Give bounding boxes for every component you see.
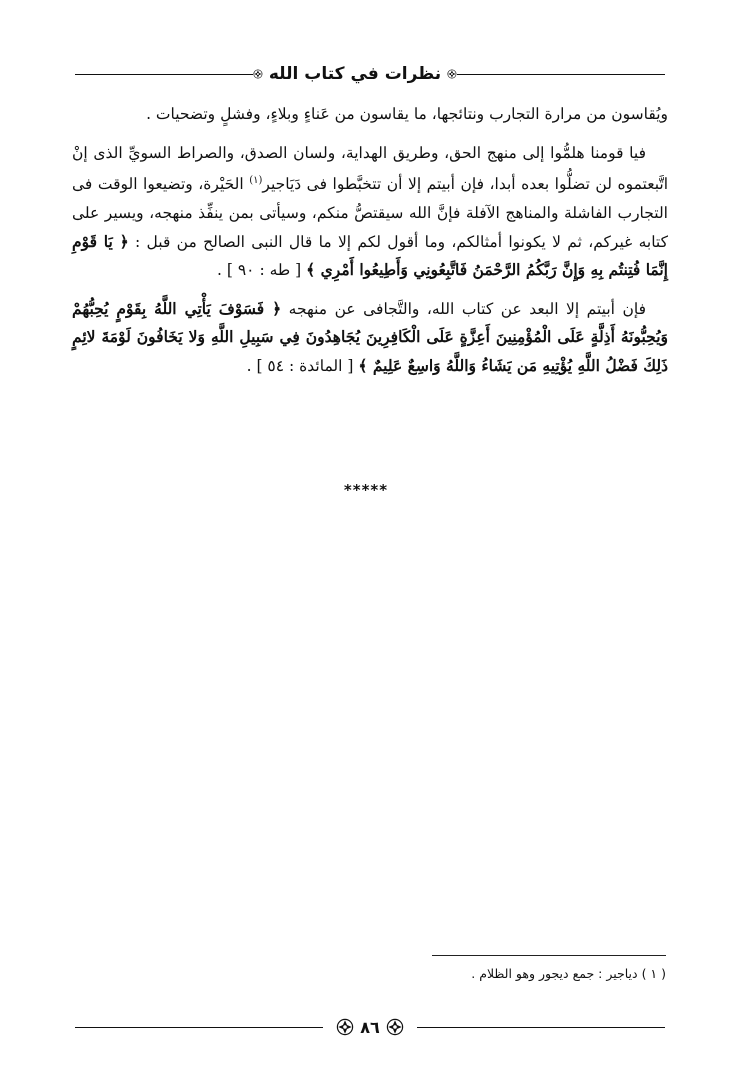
- flower-ornament-icon: [336, 1018, 354, 1036]
- flower-ornament-icon: [253, 65, 263, 83]
- header-rule-right: [457, 74, 665, 75]
- flower-ornament-icon: [386, 1018, 404, 1036]
- footnote: ( ١ ) دياجير : جمع ديجور وهو الظلام .: [471, 966, 666, 981]
- running-title: نظرات في كتاب الله: [268, 64, 442, 84]
- quran-verse-maidah: ﴿ فَسَوْفَ يَأْتِي اللَّهُ بِقَوْمٍ يُحِبُّهُمْ وَيُحِبُّونَهُ أَذِلَّةٍ عَلَى الْمُؤْمِنِينَ أَعِزَّةٍ عَلَى الْكَافِرِينَ يُجَاهِدُونَ فِي سَبِيلِ اللَّهِ وَلا يَخَافُونَ لَوْمَةَ لائِمٍ ذَلِكَ فَضْلُ اللَّهِ يُؤْتِيهِ مَن يَشَاءُ وَاللَّهُ وَاسِعٌ عَلِيمٌ ﴾: [72, 298, 668, 375]
- page-number-group: [323, 1012, 417, 1042]
- paragraph-3-text: فإن أبيتم إلا البعد عن كتاب الله، والتَّجافى عن منهجه: [288, 299, 646, 318]
- footnote-reference: (١): [249, 175, 263, 187]
- section-separator: *****: [343, 481, 389, 499]
- citation-taha: [ طه : ٩٠ ] .: [217, 261, 302, 280]
- flower-ornament-icon: [447, 65, 457, 83]
- page-footer: [75, 1012, 665, 1042]
- quran-verse-taha: ﴿ يَا قَوْمِ إِنَّمَا فُتِنتُم بِهِ وَإِنَّ رَبَّكُمُ الرَّحْمَنُ فَاتَّبِعُونِي وَأَطِيعُوا أَمْرِي ﴾: [72, 231, 668, 280]
- header-rule-left: [75, 74, 253, 75]
- footer-rule-left: [75, 1027, 323, 1028]
- running-header: [75, 58, 665, 90]
- page-number: ٨٦: [360, 1017, 380, 1037]
- paragraph-2-text-a: فيا قومنا هلمُّوا إلى منهج الحق، وطريق الهداية، ولسان الصدق، والصراط السويِّ الذى إنْ اتَّبعتموه لن تضلُّوا بعده أبدا، فإن أبيتم إلا أن تتخبَّطوا فى دَيَاجير: [72, 143, 669, 194]
- footnote-rule: [432, 955, 666, 956]
- paragraph-1: ويُقاسون من مرارة التجارب ونتائجها، ما يقاسون من عَناءٍ وبلاءٍ، وفشلٍ وتضحيات .: [146, 105, 668, 123]
- footer-rule-right: [417, 1027, 665, 1028]
- paragraph-3: [72, 295, 668, 381]
- paragraph-2-text-b: الحَيْرة، وتضيعوا الوقت فى التجارب الفاشلة والمناهج الآفلة فإنَّ الله سيقتصُّ منكم، وسيأتى بمن ينفِّذ منهجه، ويسير على كتابه غيركم، ثم لا يكونوا أمثالكم، وما أقول لكم إلا ما قال النبى الصالح من قبل :: [72, 175, 668, 251]
- header-title-group: [253, 58, 457, 90]
- paragraph-2: [72, 139, 668, 285]
- citation-maidah: [ المائدة : ٥٤ ] .: [246, 356, 354, 375]
- main-text: [72, 100, 668, 381]
